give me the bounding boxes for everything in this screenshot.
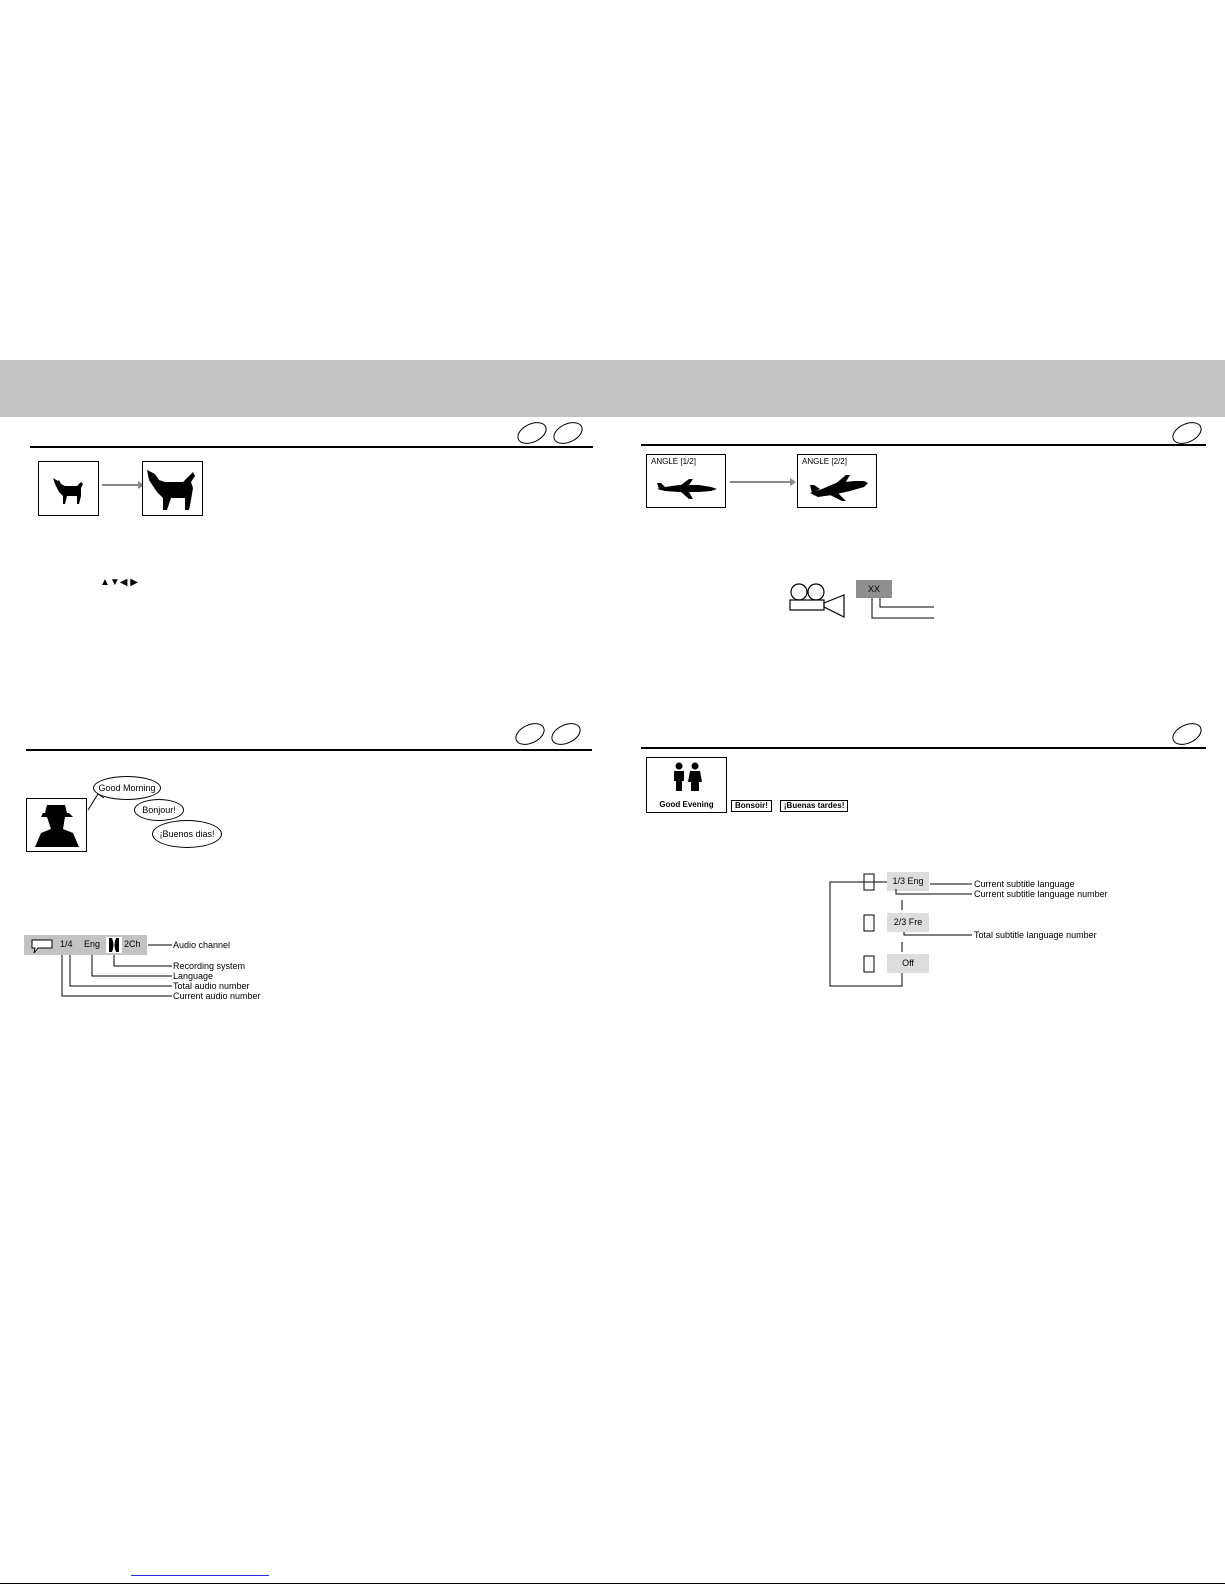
camera-icon — [788, 583, 846, 619]
tag-buenas-tardes: ¡Buenas tardes! — [780, 800, 848, 812]
zoom-arrow — [100, 480, 145, 490]
angle-disc-icon — [1170, 421, 1206, 447]
subtitle-caption: Good Evening — [659, 800, 714, 809]
audio-callout-leaders — [60, 945, 175, 1000]
callout-total-audio-number: Total audio number — [173, 981, 250, 991]
header-band — [0, 360, 1225, 417]
angle-arrow — [728, 477, 798, 487]
subtitle-tags — [731, 800, 848, 812]
speaker-image — [26, 798, 87, 852]
angle-after-label: ANGLE [2/2] — [802, 457, 847, 466]
airplane-icon — [655, 477, 719, 501]
small-dog-icon — [51, 474, 87, 506]
callout-current-subtitle-language: Current subtitle language — [974, 879, 1075, 889]
audio-channel: 2Ch — [124, 939, 141, 949]
zoom-small-image — [38, 461, 99, 516]
subtitle-image — [646, 757, 727, 813]
callout-current-subtitle-number: Current subtitle language number — [974, 889, 1108, 899]
bubble-bonjour: Bonjour! — [134, 799, 184, 821]
zoom-section-rule — [30, 446, 593, 448]
subtitle-state-2: 2/3 Fre — [887, 913, 929, 932]
angle-section-rule — [641, 444, 1206, 446]
zoom-disc-icons — [516, 421, 586, 447]
footer-rule — [0, 1583, 1225, 1584]
subtitle-section-rule — [641, 747, 1206, 749]
bubble-good-morning: Good Morning — [93, 776, 161, 800]
footer-link-underline[interactable] — [131, 1575, 269, 1576]
airplane-rotated-icon — [806, 473, 870, 503]
spy-silhouette-icon — [31, 803, 83, 849]
angle-after-image — [797, 454, 877, 508]
large-dog-icon — [147, 466, 199, 512]
callout-language: Language — [173, 971, 214, 981]
subtitle-state-off: Off — [887, 954, 929, 973]
tag-bonsoir: Bonsoir! — [731, 800, 772, 812]
callout-current-audio-number: Current audio number — [173, 991, 261, 1001]
callout-audio-channel: Audio channel — [173, 940, 231, 950]
direction-arrows: ▲▼◀ ▶ — [100, 577, 138, 588]
subtitle-disc-icon — [1170, 722, 1206, 748]
audio-disc-icons — [514, 722, 584, 748]
bubble-buenos-dias: ¡Buenos dias! — [152, 820, 222, 848]
couple-icon — [671, 762, 703, 792]
angle-indicator: XX — [856, 580, 892, 598]
angle-before-image — [646, 454, 726, 508]
callout-recording-system: Recording system — [173, 961, 246, 971]
audio-current: 1/4 — [60, 939, 73, 949]
audio-language: Eng — [84, 939, 101, 949]
audio-section-rule — [26, 749, 592, 751]
callout-total-subtitle-number: Total subtitle language number — [974, 930, 1097, 940]
speech-bubble-icon — [30, 938, 54, 954]
angle-before-label: ANGLE [1/2] — [651, 457, 696, 466]
subtitle-callout-leaders — [894, 880, 974, 940]
subtitle-state-1: 1/3 Eng — [887, 872, 929, 891]
zoom-large-image — [142, 461, 203, 516]
angle-indicator-leaders — [868, 598, 938, 624]
